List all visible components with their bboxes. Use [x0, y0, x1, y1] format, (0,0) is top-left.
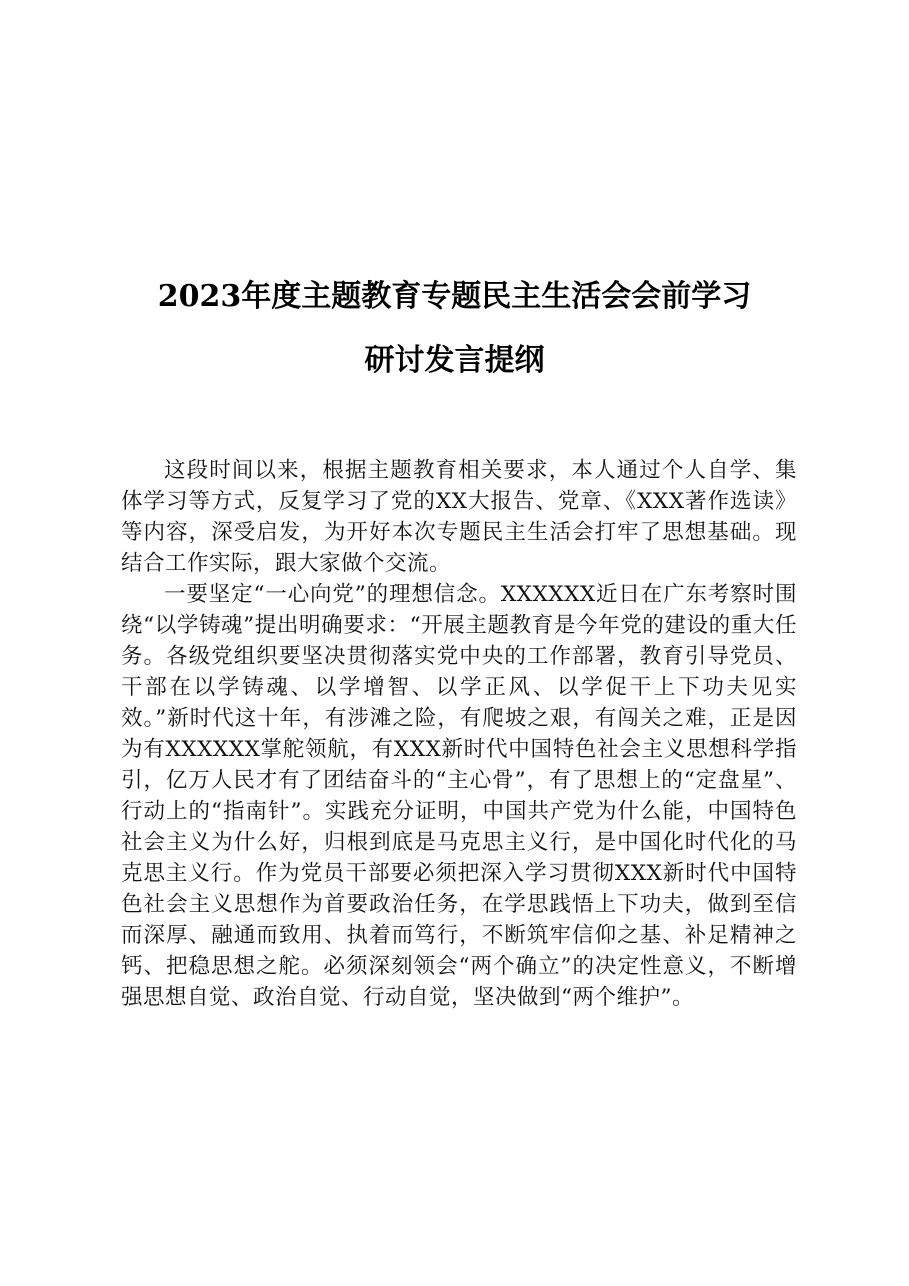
paragraph-point-one: 一要坚定“一心向党”的理想信念。XXXXXX近日在广东考察时围绕“以学铸魂”提出明确要求：“开展主题教育是今年党的建设的重大任务。各级党组织要坚决贯彻落实党中央的工作部署，教育引导党员、干部在以学铸魂、以学增智、以学正风、以学促干上下功夫见实效。”新时代这十年，有涉滩之险，有爬坡之艰，有闯关之难，正是因为有XXXXXX掌舵领航，有XXX新时代中国特色社会主义思想科学指引，亿万人民才有了团结奋斗的“主心骨”，有了思想上的“定盘星”、行动上的“指南针”。实践充分证明，中国共产党为什么能，中国特色社会主义为什么好，归根到底是马克思主义行，是中国化时代化的马克思主义行。作为党员干部要必须把深入学习贯彻XXX新时代中国特色社会主义思想作为首要政治任务，在学思践悟上下功夫，做到至信而深厚、融通而致用、执着而笃行，不断筑牢信仰之基、补足精神之钙、把稳思想之舵。必须深刻领会“两个确立”的决定性意义，不断增强思想自觉、政治自觉、行动自觉，坚决做到“两个维护”。: [121, 582, 797, 1010]
paragraph-intro: 这段时间以来，根据主题教育相关要求，本人通过个人自学、集体学习等方式，反复学习了党的XX大报告、党章、《XXX著作选读》等内容，深受启发，为开好本次专题民主生活会打牢了思想基础。现结合工作实际，跟大家做个交流。: [121, 458, 797, 576]
document-title-line-2: 研讨发言提纲: [364, 343, 545, 378]
document-title-line-1: 2023年度主题教育专题民主生活会会前学习: [157, 279, 752, 314]
document-body: [121, 455, 797, 1013]
